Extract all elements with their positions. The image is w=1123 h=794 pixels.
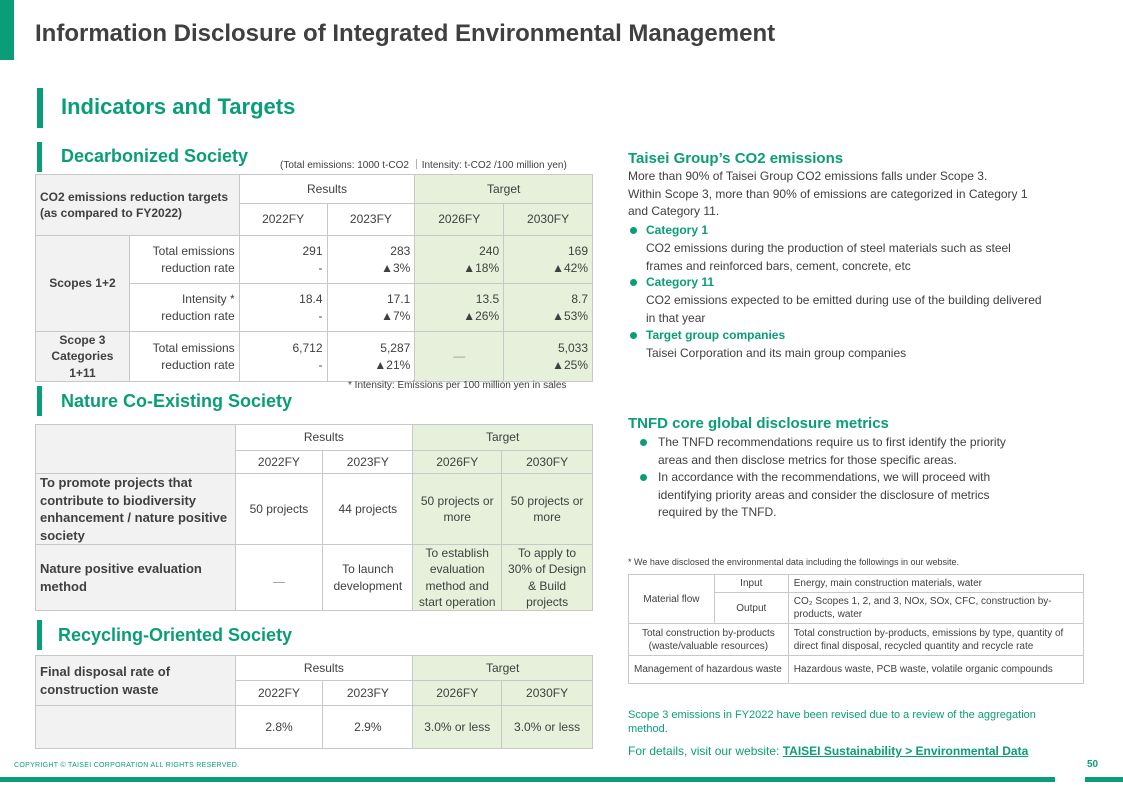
copyright: COPYRIGHT © TAISEI CORPORATION ALL RIGHTS RESERVED. <box>14 762 240 769</box>
recycling-bar <box>37 620 42 650</box>
cell-value: 8.7 ▲53% <box>504 284 593 332</box>
intensity-footnote: * Intensity: Emissions per 100 million yen in sales <box>348 380 567 391</box>
footer-bar-right <box>1085 777 1123 782</box>
recycling-blank <box>36 706 236 749</box>
decarbonized-table <box>35 174 593 382</box>
cell-value: 17.1 ▲7% <box>327 284 415 332</box>
category11-head: Category 11 <box>646 275 715 289</box>
units-note: (Total emissions: 1000 t-CO2 ｜Intensity: t-CO2 /100 million yen) <box>280 160 567 171</box>
year-header: 2026FY <box>413 451 502 474</box>
page-title: Information Disclosure of Integrated Environmental Management <box>35 20 776 47</box>
metrics-table <box>628 574 1084 684</box>
year-header: 2023FY <box>327 204 415 236</box>
scope3-label: Scope 3 Categories 1+11 <box>36 332 130 382</box>
output-value: CO₂ Scopes 1, 2, and 3, NOx, SOx, CFC, construction by-products, water <box>788 593 1083 624</box>
nature-results-header: Results <box>235 425 413 451</box>
bullet-icon <box>630 279 637 286</box>
cell-value: 5,287 ▲21% <box>327 332 415 382</box>
category11-text: CO2 emissions expected to be emitted during use of the building delivered in that year <box>646 293 1042 325</box>
scopes12-label: Scopes 1+2 <box>36 236 130 332</box>
input-value: Energy, main construction materials, water <box>788 575 1083 593</box>
nature-table <box>35 424 593 611</box>
recycling-target-header: Target <box>413 656 593 681</box>
environmental-data-link[interactable]: TAISEI Sustainability > Environmental Data <box>782 744 1029 758</box>
section-title: Indicators and Targets <box>61 94 296 119</box>
tnfd-bullet-1: The TNFD recommendations require us to first identify the priority areas and then disclose metrics for those specific areas. <box>658 435 1006 467</box>
cell-value: 169 ▲42% <box>504 236 593 284</box>
year-header: 2023FY <box>323 451 413 474</box>
cell-value: 6,712 - <box>239 332 327 382</box>
cell-value: 50 projects <box>235 474 323 545</box>
year-header: 2026FY <box>415 204 504 236</box>
cell-value: 240 ▲18% <box>415 236 504 284</box>
cell-value: 2.9% <box>323 706 413 749</box>
title-accent-bar <box>0 0 14 60</box>
nature-bar <box>37 386 42 416</box>
biodiversity-label: To promote projects that contribute to biodiversity enhancement / nature positive society <box>36 474 236 545</box>
input-label: Input <box>714 575 788 593</box>
target-group-text: Taisei Corporation and its main group companies <box>646 346 907 360</box>
scope3-revision-note: Scope 3 emissions in FY2022 have been revised due to a review of the aggregation method. <box>628 709 1036 735</box>
byproducts-value: Total construction by-products, emissions by type, quantity of direct final disposal, recycled quantity and recycle rate <box>788 624 1083 656</box>
evaluation-method-label: Nature positive evaluation method <box>36 545 236 611</box>
tnfd-title: TNFD core global disclosure metrics <box>628 415 889 432</box>
target-group-head: Target group companies <box>646 328 786 342</box>
cell-value: 283 ▲3% <box>327 236 415 284</box>
decarb-header-label: CO2 emissions reduction targets (as compared to FY2022) <box>36 175 240 236</box>
cell-value: 50 projects or more <box>502 474 593 545</box>
year-header: 2022FY <box>239 204 327 236</box>
year-header: 2022FY <box>235 451 323 474</box>
cell-value: To establish evaluation method and start operation <box>413 545 502 611</box>
cell-value: To launch development <box>323 545 413 611</box>
recycling-title: Recycling-Oriented Society <box>58 625 293 645</box>
cell-value: 18.4 - <box>239 284 327 332</box>
byproducts-label: Total construction by-products (waste/valuable resources) <box>629 624 789 656</box>
row-label: Total emissions reduction rate <box>129 332 239 382</box>
decarbonized-bar <box>37 142 42 172</box>
year-header: 2030FY <box>504 204 593 236</box>
year-header: 2030FY <box>502 451 593 474</box>
category1-head: Category 1 <box>646 223 709 237</box>
final-disposal-label: Final disposal rate of construction waste <box>36 656 236 706</box>
hazard-value: Hazardous waste, PCB waste, volatile organic compounds <box>788 656 1083 684</box>
year-header: 2030FY <box>502 681 593 706</box>
cell-value: 291 - <box>239 236 327 284</box>
tnfd-bullet-2: In accordance with the recommendations, we will proceed with identifying priority areas and consider the disclosure of metrics required by the TNFD. <box>658 470 991 519</box>
recycling-table <box>35 655 593 749</box>
footer-bar <box>0 777 1055 782</box>
row-label: Intensity * reduction rate <box>129 284 239 332</box>
nature-title: Nature Co-Existing Society <box>61 391 293 411</box>
recycling-results-header: Results <box>235 656 413 681</box>
material-flow-label: Material flow <box>629 575 715 624</box>
row-label: Total emissions reduction rate <box>129 236 239 284</box>
category1-text: CO2 emissions during the production of steel materials such as steel frames and reinforced bars, cement, concrete, etc <box>646 241 1011 273</box>
year-header: 2023FY <box>323 681 413 706</box>
bullet-icon <box>640 474 647 481</box>
cell-value: ＿ <box>235 545 323 611</box>
bullet-icon <box>630 332 637 339</box>
bullet-icon <box>640 439 647 446</box>
decarbonized-title: Decarbonized Society <box>61 146 249 166</box>
nature-corner <box>36 425 236 474</box>
decarb-results-header: Results <box>239 175 415 204</box>
co2-title: Taisei Group’s CO2 emissions <box>628 150 844 167</box>
bullet-icon <box>630 227 637 234</box>
page-number: 50 <box>1087 759 1099 770</box>
cell-value: 3.0% or less <box>413 706 502 749</box>
cell-value: 2.8% <box>235 706 323 749</box>
cell-value: 3.0% or less <box>502 706 593 749</box>
year-header: 2022FY <box>235 681 323 706</box>
co2-intro: More than 90% of Taisei Group CO2 emissions falls under Scope 3. Within Scope 3, more than 90% of emissions are categorized in Category 1 and Category 11. <box>628 169 1028 218</box>
cell-value: To apply to 30% of Design & Build projects <box>502 545 593 611</box>
output-label: Output <box>714 593 788 624</box>
cell-value: 13.5 ▲26% <box>415 284 504 332</box>
disclosed-note: * We have disclosed the environmental data including the followings in our website. <box>628 557 960 567</box>
decarb-target-header: Target <box>415 175 593 204</box>
cell-value: — <box>415 332 504 382</box>
hazard-label: Management of hazardous waste <box>629 656 789 684</box>
cell-value: 44 projects <box>323 474 413 545</box>
year-header: 2026FY <box>413 681 502 706</box>
cell-value: 50 projects or more <box>413 474 502 545</box>
section-accent-bar <box>37 88 43 128</box>
details-line: For details, visit our website: TAISEI Sustainability > Environmental Data <box>628 744 1029 758</box>
nature-target-header: Target <box>413 425 593 451</box>
cell-value: 5,033 ▲25% <box>504 332 593 382</box>
